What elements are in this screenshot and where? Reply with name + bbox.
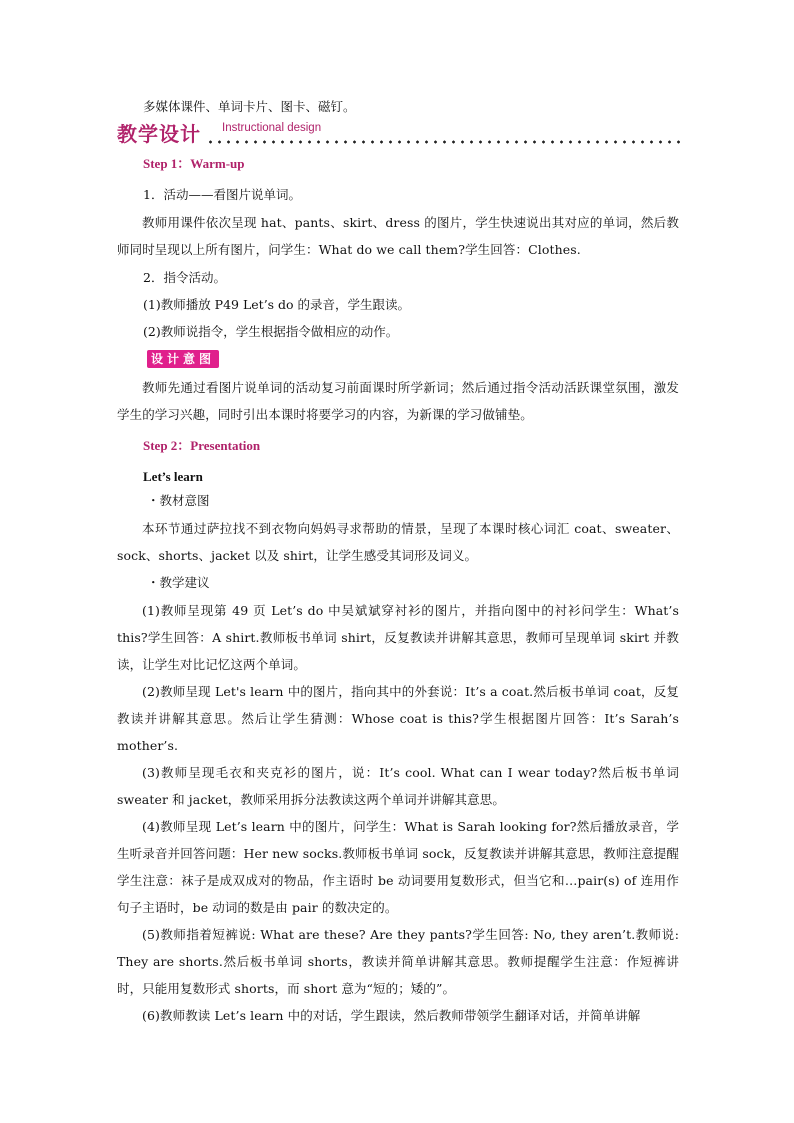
materials-line: 多媒体课件、单词卡片、图卡、磁钉。	[143, 99, 356, 114]
textbook-intent-para: 本环节通过萨拉找不到衣物向妈妈寻求帮助的情景，呈现了本课时核心词汇 coat、sweater、sock、shorts、jacket 以及 shirt，让学生感受其词形及词义。	[117, 521, 679, 563]
advice-6: (6)教师教读 Let’s learn 中的对话，学生跟读，然后教师带领学生翻译对话，并简单讲解	[142, 1008, 641, 1023]
dotted-divider	[206, 140, 684, 144]
design-intent-badge: 设计意图	[147, 350, 219, 368]
step1-para1: 教师用课件依次呈现 hat、pants、skirt、dress 的图片，学生快速说出其对应的单词，然后教师同时呈现以上所有图片，问学生：What do we call them?学生回答：Clothes.	[117, 215, 679, 257]
design-intent-para: 教师先通过看图片说单词的活动复习前面课时所学新词；然后通过指令活动活跃课堂氛围，激发学生的学习兴趣，同时引出本课时将要学习的内容，为新课的学习做铺垫。	[117, 380, 679, 422]
bullet-teaching-advice: ・教学建议	[147, 575, 210, 590]
section-title: 教学设计	[117, 122, 201, 146]
advice-3: (3)教师呈现毛衣和夹克衫的图片，说：It’s cool. What can I wear today?然后板书单词 sweater 和 jacket，教师采用拆分法教读这两个单词并讲解其意思。	[117, 765, 679, 807]
step1-sub2: (2)教师说指令，学生根据指令做相应的动作。	[143, 324, 399, 339]
step2-title: Step 2：Presentation	[143, 438, 261, 453]
advice-4: (4)教师呈现 Let’s learn 中的图片，问学生：What is Sarah looking for?然后播放录音，学生听录音并回答问题：Her new socks.教师板书单词 sock，反复教读并讲解其意思，教师注意提醒学生注意：袜子是成双成对的物品，作主语时 be 动词要用复数形式，但当它和…pair(s) of 连用作句子主语时，be 动词的数是由 pair 的数决定的。	[117, 819, 679, 915]
advice-1: (1)教师呈现第 49 页 Let’s do 中吴斌斌穿衬衫的图片，并指向图中的衬衫问学生：What’s this?学生回答：A shirt.教师板书单词 shirt，反复教读并讲解其意思，教师可呈现单词 skirt 并教读，让学生对比记忆这两个单词。	[117, 603, 679, 672]
step1-item1: 1．活动——看图片说单词。	[143, 187, 301, 202]
section-title-english: Instructional design	[222, 122, 322, 134]
step1-sub1: (1)教师播放 P49 Let’s do 的录音，学生跟读。	[143, 297, 411, 312]
advice-2: (2)教师呈现 Let's learn 中的图片，指向其中的外套说：It’s a coat.然后板书单词 coat，反复教读并讲解其意思。然后让学生猜测：Whose coat is this?学生根据图片回答：It’s Sarah’s mother’s.	[117, 684, 679, 753]
step1-title: Step 1：Warm-up	[143, 156, 245, 171]
step1-item2: 2．指令活动。	[143, 270, 226, 285]
bullet-textbook-intent: ・教材意图	[147, 493, 210, 508]
lets-learn-heading: Let’s learn	[143, 469, 203, 484]
advice-5: (5)教师指着短裤说: What are these? Are they pants?学生回答: No, they aren’t.教师说: They are shorts.然后板书单词 shorts，教读并简单讲解其意思。教师提醒学生注意：作短裤讲时，只能用复数形式 shorts，而 short 意为“短的；矮的”。	[117, 927, 679, 996]
